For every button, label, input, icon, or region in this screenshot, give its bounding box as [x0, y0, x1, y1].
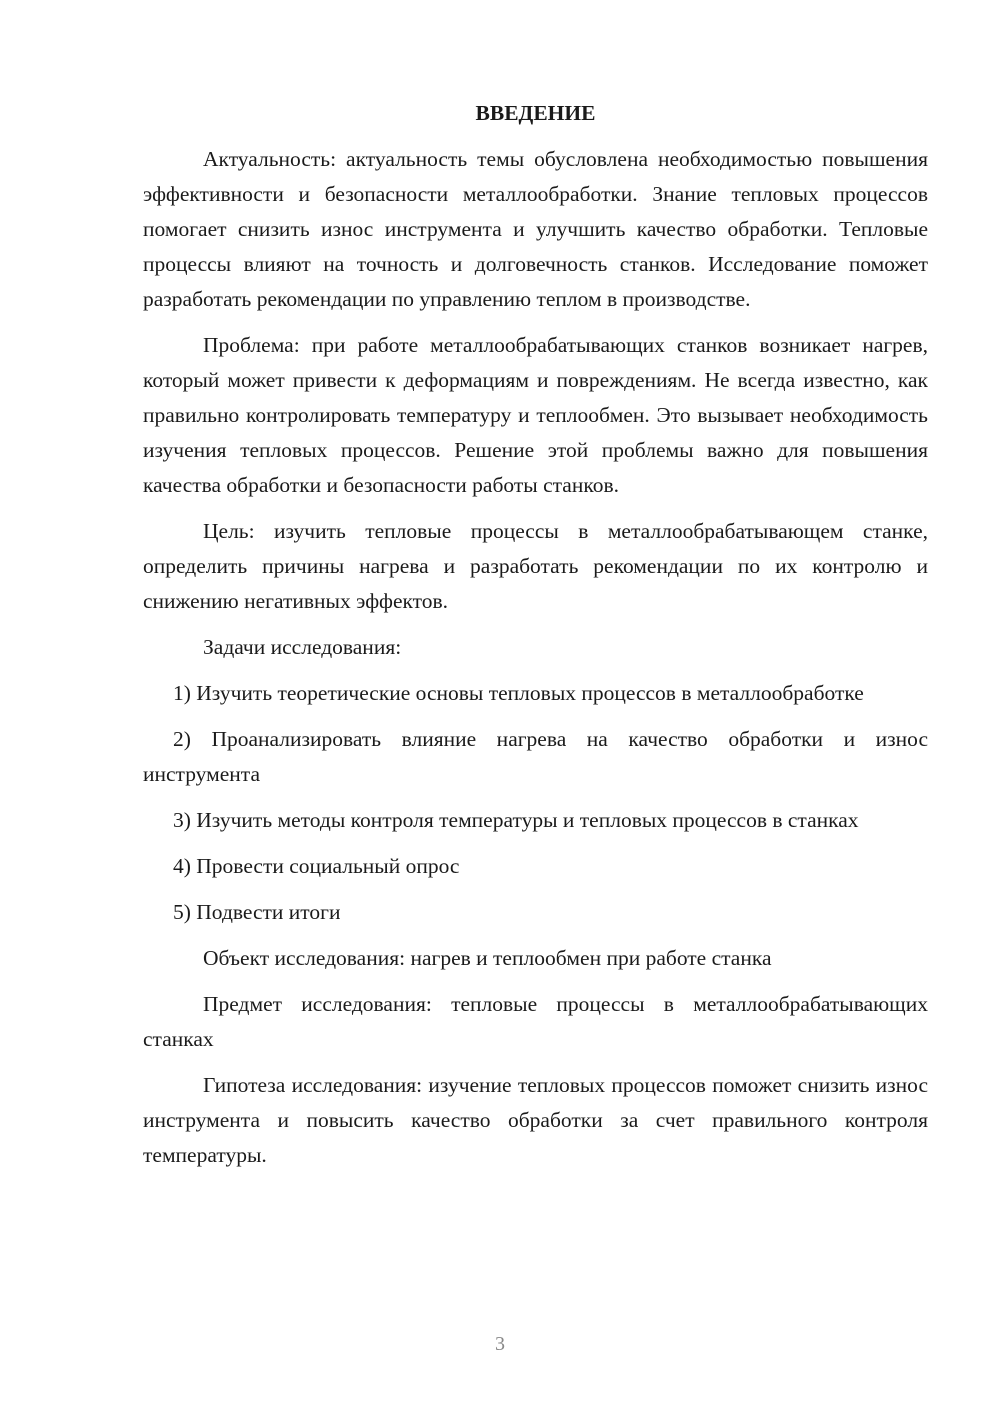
tasks-heading: Задачи исследования: — [203, 635, 402, 659]
task-item-4: 4) Провести социальный опрос — [173, 854, 460, 878]
task-item-2: 2) Проанализировать влияние нагрева на качество обработки и износ инструмента — [143, 727, 928, 786]
task-item-5: 5) Подвести итоги — [173, 900, 341, 924]
page-title: ВВЕДЕНИЕ — [475, 101, 596, 125]
task-item-1: 1) Изучить теоретические основы тепловых процессов в металлообработке — [173, 681, 864, 705]
relevance-paragraph: Актуальность: актуальность темы обусловлена необходимостью повышения эффективности и безопасности металлообработки. Знание тепловых процессов помогает снизить износ инструмента и улучшить качество обработки. Тепловые процессы влияют на точность и долговечность станков. Исследование поможет разработать рекомендации по управлению теплом в производстве. — [143, 147, 928, 311]
hypothesis-paragraph: Гипотеза исследования: изучение тепловых процессов поможет снизить износ инструмента и повысить качество обработки за счет правильного контроля температуры. — [143, 1073, 928, 1167]
problem-paragraph: Проблема: при работе металлообрабатывающих станков возникает нагрев, который может привести к деформациям и повреждениям. Не всегда известно, как правильно контролировать температуру и теплообмен. Это вызывает необходимость изучения тепловых процессов. Решение этой проблемы важно для повышения качества обработки и безопасности работы станков. — [143, 333, 928, 497]
subject-paragraph: Предмет исследования: тепловые процессы в металлообрабатывающих станках — [143, 992, 928, 1051]
page-number: 3 — [495, 1333, 505, 1355]
goal-paragraph: Цель: изучить тепловые процессы в металлообрабатывающем станке, определить причины нагрева и разработать рекомендации по их контролю и снижению негативных эффектов. — [143, 519, 928, 613]
object-paragraph: Объект исследования: нагрев и теплообмен при работе станка — [203, 946, 772, 970]
task-item-3: 3) Изучить методы контроля температуры и тепловых процессов в станках — [173, 808, 859, 832]
document-page — [143, 96, 928, 1184]
